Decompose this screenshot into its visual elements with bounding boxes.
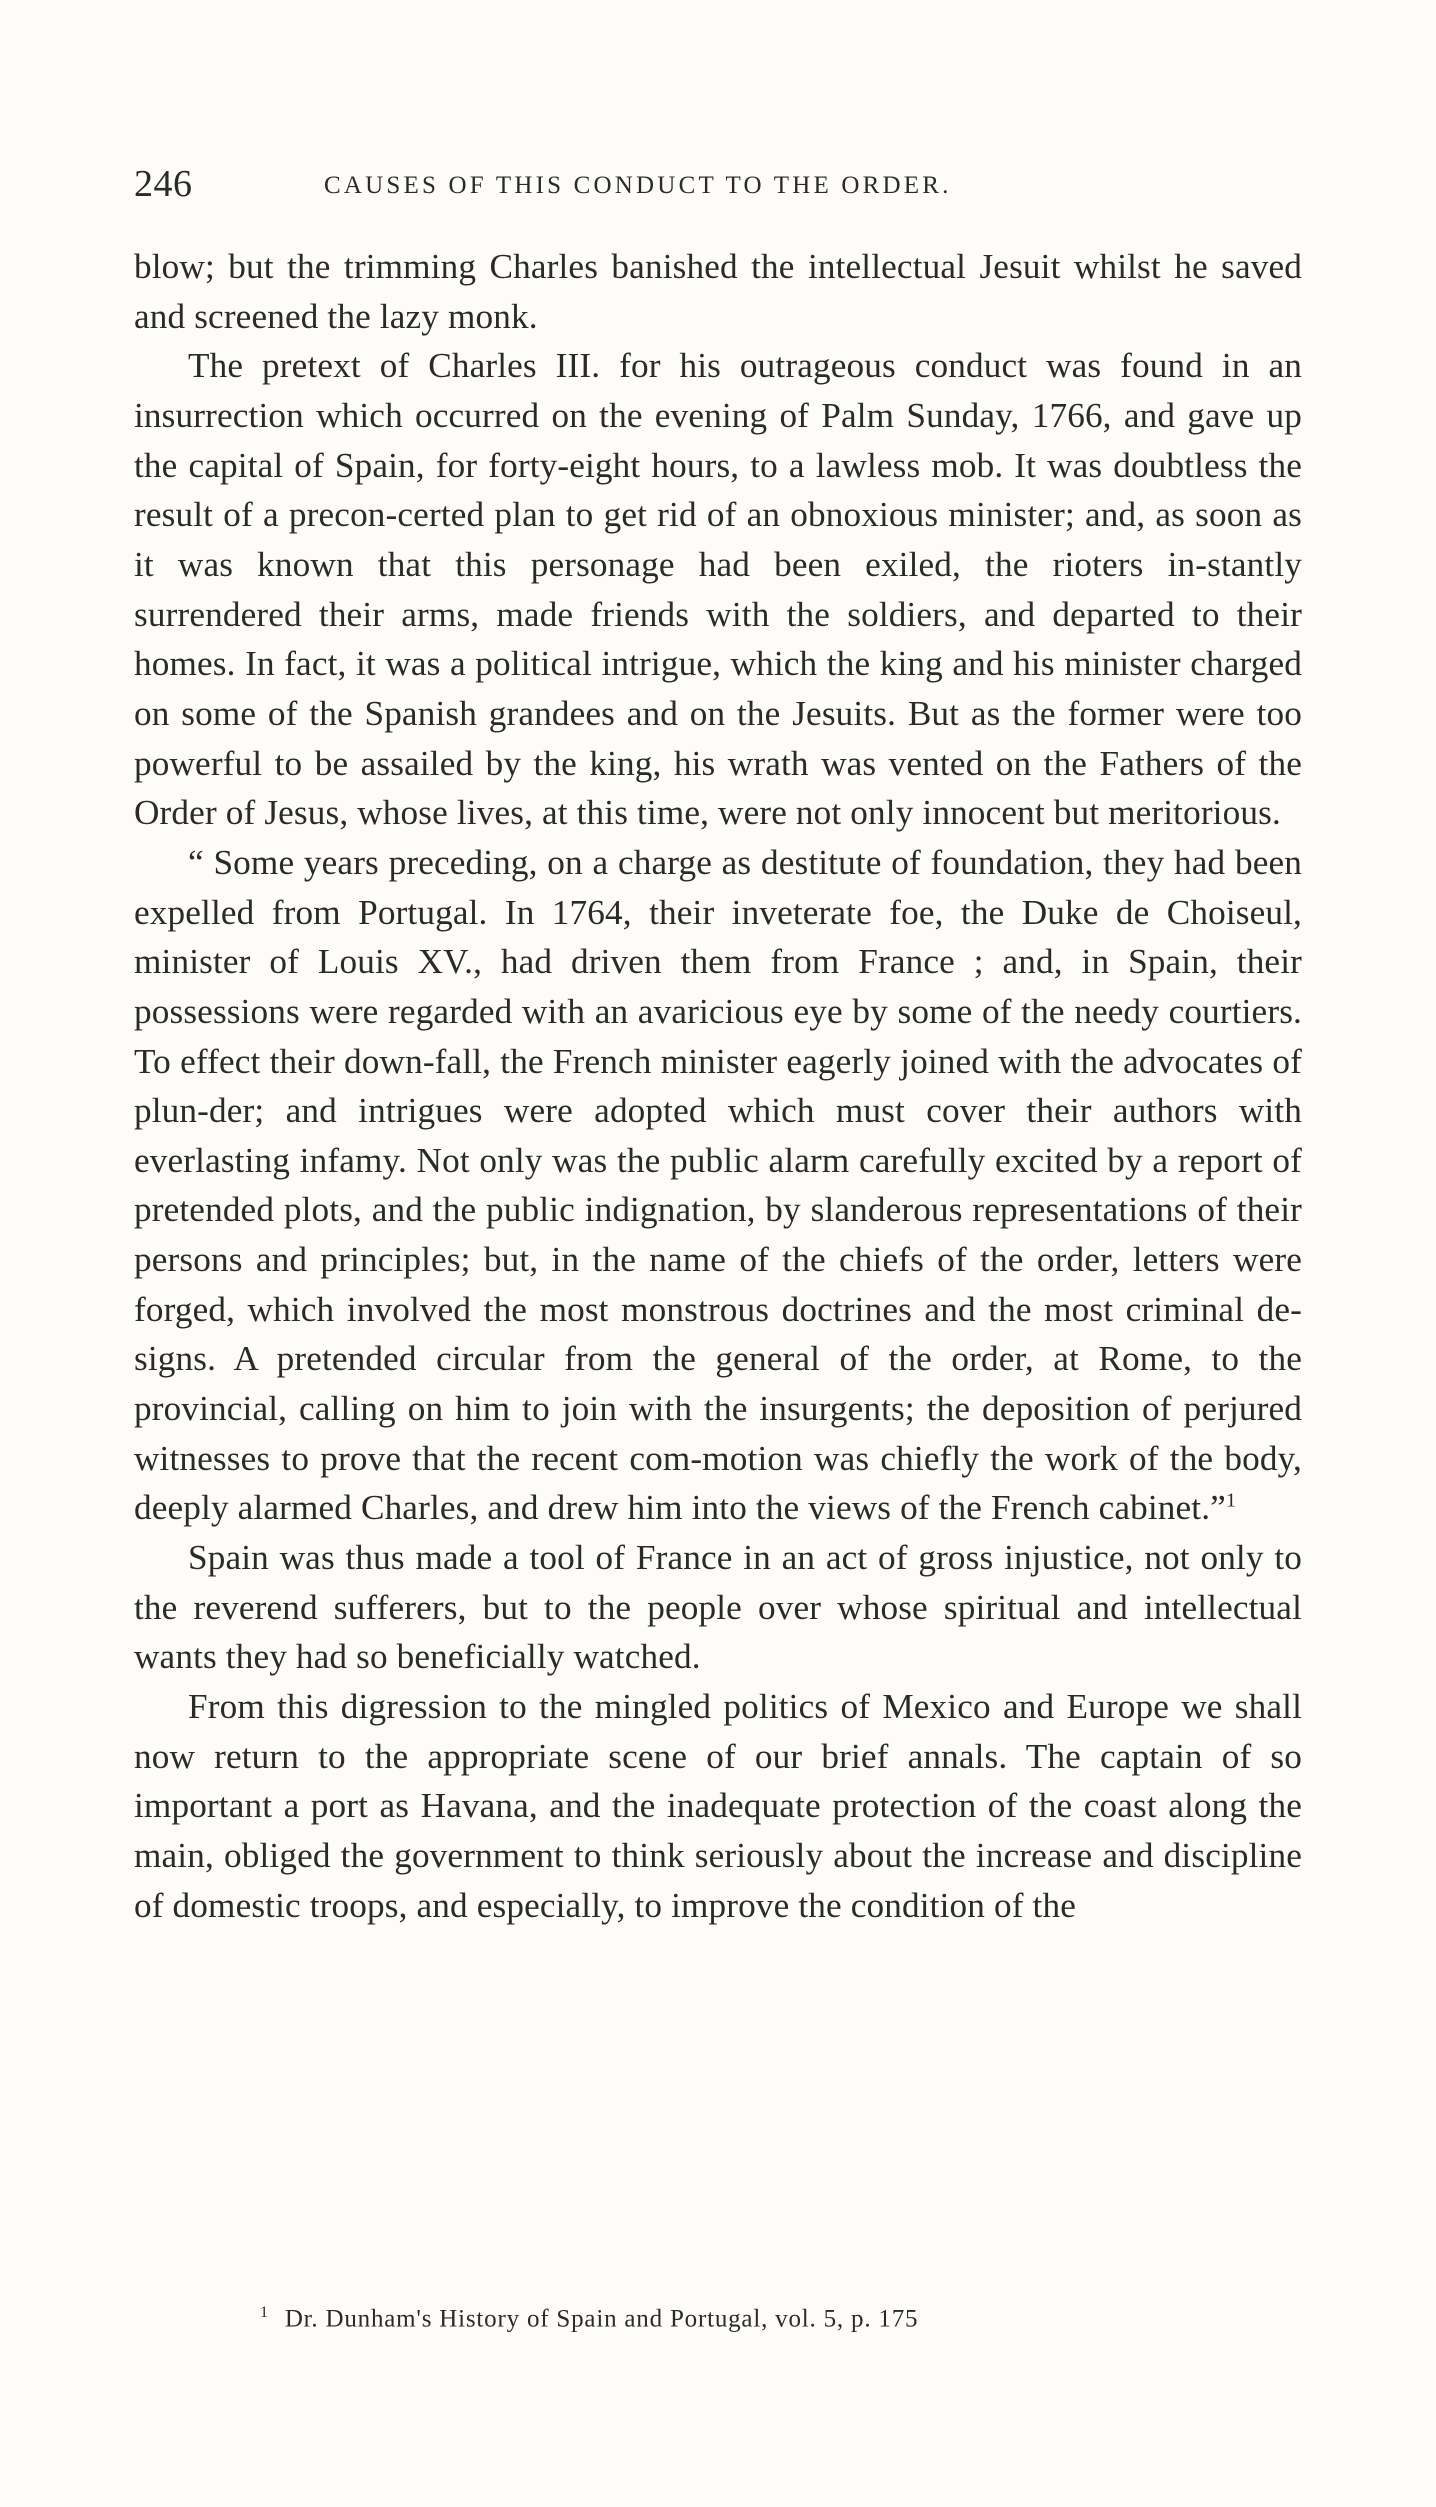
footnote-marker: 1 [260,2304,269,2321]
footnote-reference: 1 [1225,1489,1237,1512]
paragraph-text: “ Some years preceding, on a charge as destitute of foundation, they had been expelled from Portugal. In 1764, their inveterate foe, the Duke de Choiseul, minister of Louis XV., had driven them from France ; and, in Spain, their possessions were regarded with an avaricious eye by some of the needy courtiers. To effect their down-fall, the French minister eagerly joined with the advocates of plun-der; and intrigues were adopted which must cover their authors with everlasting infamy. Not only was the public alarm carefully excited by a report of pretended plots, and the public indignation, by slanderous representations of their persons and principles; but, in the name of the chiefs of the order, letters were forged, which involved the most monstrous doctrines and the most criminal de-signs. A pretended circular from the general of the order, at Rome, to the provincial, calling on him to join with the insurgents; the deposition of perjured witnesses to prove that the recent com-motion was chiefly the work of the body, deeply alarmed Charles, and drew him into the views of the French cabinet.” [134,842,1302,1528]
page-header [134,162,1304,212]
body-text [134,242,1302,1930]
paragraph: The pretext of Charles III. for his outrageous conduct was found in an insurrection which occurred on the evening of Palm Sunday, 1766, and gave up the capital of Spain, for forty-eight hours, to a lawless mob. It was doubtless the result of a precon-certed plan to get rid of an obnoxious minister; and, as soon as it was known that this personage had been exiled, the rioters in-stantly surrendered their arms, made friends with the soldiers, and departed to their homes. In fact, it was a political intrigue, which the king and his minister charged on some of the Spanish grandees and on the Jesuits. But as the former were too powerful to be assailed by the king, his wrath was vented on the Fathers of the Order of Jesus, whose lives, at this time, were not only innocent but meritorious. [134,346,1302,833]
paragraph: From this digression to the mingled politics of Mexico and Europe we shall now return to the appropriate scene of our brief annals. The captain of so important a port as Havana, and the inadequate protection of the coast along the main, obliged the government to think seriously about the increase and discipline of domestic troops, and especially, to improve the condition of the [134,1687,1302,1925]
paragraph-quotation [134,838,1302,1533]
paragraph: blow; but the trimming Charles banished the intellectual Jesuit whilst he saved and screened the lazy monk. [134,247,1302,336]
footnote-text: Dr. Dunham's History of Spain and Portugal, vol. 5, p. 175 [284,2305,919,2333]
page-number: 246 [134,163,193,205]
footnote [260,2304,1300,2333]
running-head: CAUSES OF THIS CONDUCT TO THE ORDER. [324,172,952,199]
paragraph: Spain was thus made a tool of France in an act of gross injustice, not only to the reverend sufferers, but to the people over whose spiritual and intellectual wants they had so beneficially watched. [134,1538,1302,1677]
